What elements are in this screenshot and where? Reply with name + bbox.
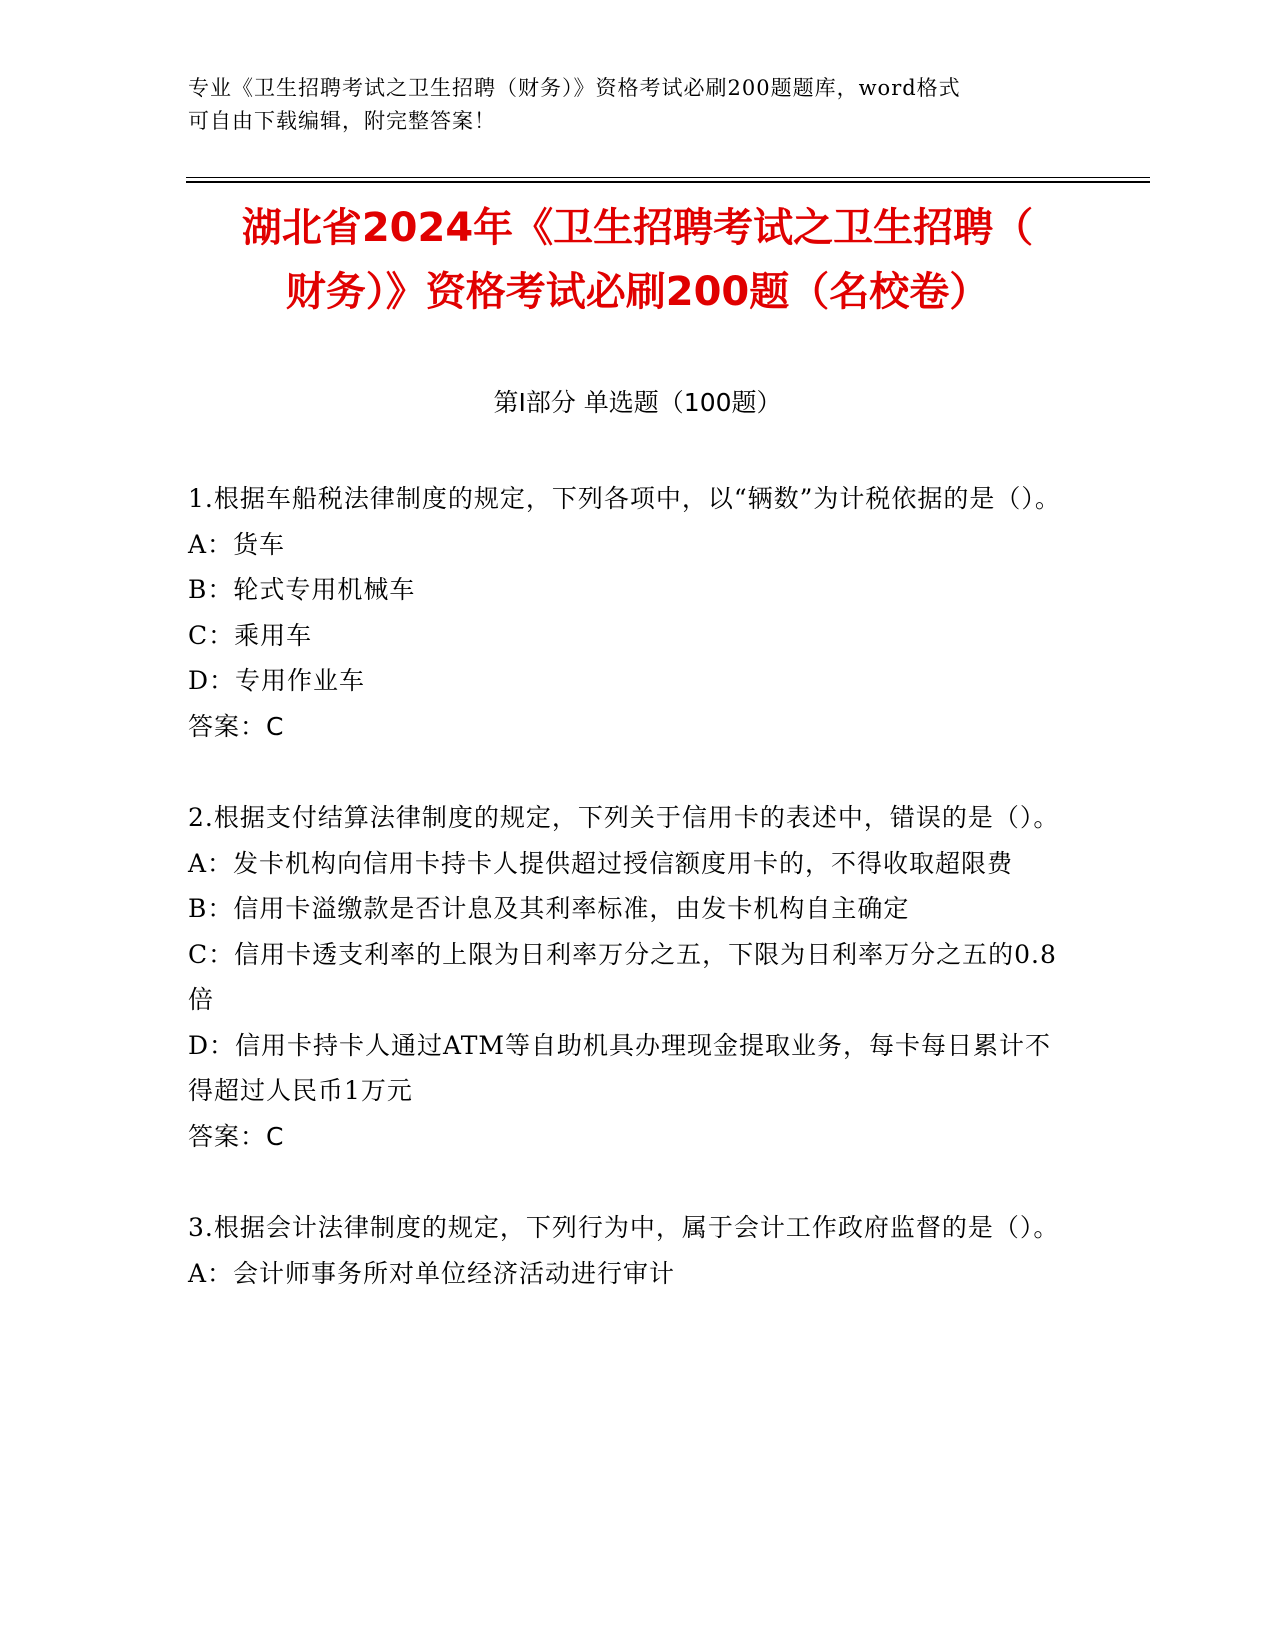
header-note-line-1: 专业《卫生招聘考试之卫生招聘（财务）》资格考试必刷200题题库，word格式: [188, 76, 961, 100]
option-c: C：信用卡透支利率的上限为日利率万分之五，下限为日利率万分之五的0.8倍: [188, 939, 1057, 1014]
option-b: B：信用卡溢缴款是否计息及其利率标准，由发卡机构自主确定: [188, 894, 910, 923]
question-list: [188, 476, 1068, 1342]
option-b: B：轮式专用机械车: [188, 575, 416, 604]
document-title-line-2: 财务）》资格考试必刷200题（名校卷）: [285, 269, 990, 315]
option-a: A：会计师事务所对单位经济活动进行审计: [188, 1258, 676, 1288]
question-stem: 1.根据车船税法律制度的规定，下列各项中，以“辆数”为计税依据的是（）。: [188, 484, 1061, 513]
question-2: [188, 795, 1068, 1159]
question-1: [188, 476, 1068, 749]
option-a: A：货车: [188, 529, 286, 559]
option-a: A：发卡机构向信用卡持卡人提供超过授信额度用卡的，不得收取超限费: [188, 848, 1014, 878]
answer-line: 答案：C: [188, 711, 285, 741]
option-c: C：乘用车: [188, 620, 313, 650]
header-note-line-2: 可自由下载编辑，附完整答案！: [188, 109, 496, 133]
question-3: [188, 1205, 1068, 1296]
header-divider-thin: [186, 177, 1150, 178]
header-divider-thick: [186, 181, 1150, 183]
header-note: [188, 72, 1088, 138]
answer-line: 答案：C: [188, 1121, 285, 1151]
document-title: [175, 196, 1100, 324]
question-stem: 3.根据会计法律制度的规定，下列行为中，属于会计工作政府监督的是（）。: [188, 1213, 1060, 1242]
question-stem: 2.根据支付结算法律制度的规定，下列关于信用卡的表述中，错误的是（）。: [188, 803, 1060, 832]
document-title-line-1: 湖北省2024年《卫生招聘考试之卫生招聘（: [241, 205, 1034, 251]
option-d: D：信用卡持卡人通过ATM等自助机具办理现金提取业务，每卡每日累计不得超过人民币1万元: [188, 1030, 1052, 1105]
option-d: D：专用作业车: [188, 666, 366, 695]
section-heading: 第Ⅰ部分 单选题（100题）: [493, 388, 782, 417]
